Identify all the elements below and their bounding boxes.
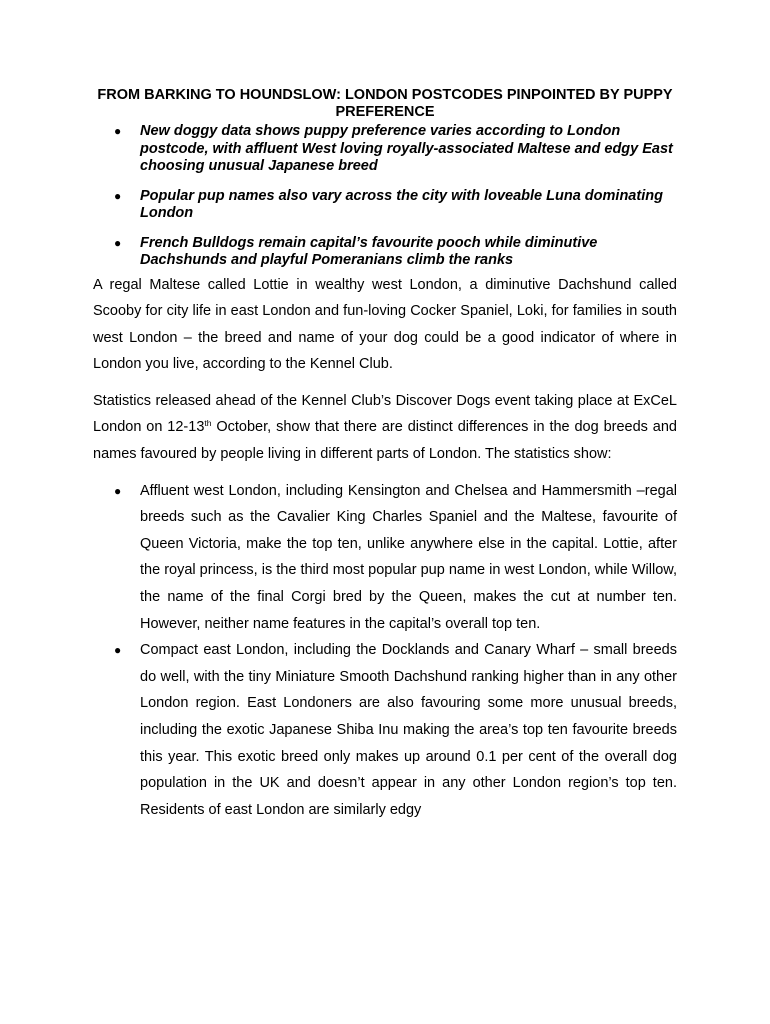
highlight-item [93, 188, 677, 223]
bullet-icon: ● [114, 188, 122, 203]
bullet-icon: ● [114, 124, 122, 138]
highlight-text: New doggy data shows puppy preference varies according to London postcode, with affluent West loving royally-associated Maltese and edgy East choosing unusual Japanese breed [140, 123, 673, 174]
statistics-item-text: Affluent west London, including Kensington and Chelsea and Hammersmith –regal breeds such as the Cavalier King Charles Spaniel and the Maltese, favourite of Queen Victoria, make the top ten, unlike anywhere else in the capital. Lottie, after the royal princess, is the third most popular pup name in west London, while Willow, the name of the final Corgi bred by the Queen, makes the cut at number ten. However, neither name features in the capital’s overall top ten. [140, 482, 677, 632]
statistics-item-west-london [93, 478, 677, 638]
bullet-icon: ● [114, 235, 122, 250]
document-title: FROM BARKING TO HOUNDSLOW: LONDON POSTCODES PINPOINTED BY PUPPY PREFERENCE [97, 87, 673, 120]
statistics-item-text: Compact east London, including the Docklands and Canary Wharf – small breeds do well, with the tiny Miniature Smooth Dachshund ranking higher than in any other London region. East Londoners are also favouring some more unusual breeds, including the exotic Japanese Shiba Inu making the area’s top ten favourite breeds this year. This exotic breed only makes up around 0.1 per cent of the overall dog population in the UK and doesn’t appear in any other London region’s top ten. Residents of east London are similarly edgy [140, 642, 677, 818]
intro-paragraph: A regal Maltese called Lottie in wealthy west London, a diminutive Dachshund called Scooby for city life in east London and fun-loving Cocker Spaniel, Loki, for families in south west London – the breed and name of your dog could be a good indicator of where in London you live, according to the Kennel Club. [93, 276, 677, 373]
statistics-text-end: October, show that there are distinct differences in the dog breeds and names favoured by people living in different parts of London. The statistics show: [93, 419, 678, 463]
bullet-icon: ● [114, 483, 122, 498]
highlights-list [93, 123, 677, 270]
statistics-item-east-london [93, 637, 677, 823]
highlight-item [93, 123, 677, 176]
highlight-text: French Bulldogs remain capital’s favourite pooch while diminutive Dachshunds and playful Pomeranians climb the ranks [140, 234, 598, 268]
ordinal-superscript: th [204, 418, 212, 429]
bullet-icon: ● [114, 643, 122, 658]
statistics-list [93, 478, 677, 824]
highlight-item [93, 235, 677, 270]
statistics-paragraph [93, 388, 677, 468]
highlight-text: Popular pup names also vary across the city with loveable Luna dominating London [140, 187, 663, 221]
statistics-text-start: Statistics released ahead of the Kennel Club’s Discover Dogs event taking place at ExCeL London on 12-13 [93, 392, 677, 436]
document-page [93, 87, 677, 823]
